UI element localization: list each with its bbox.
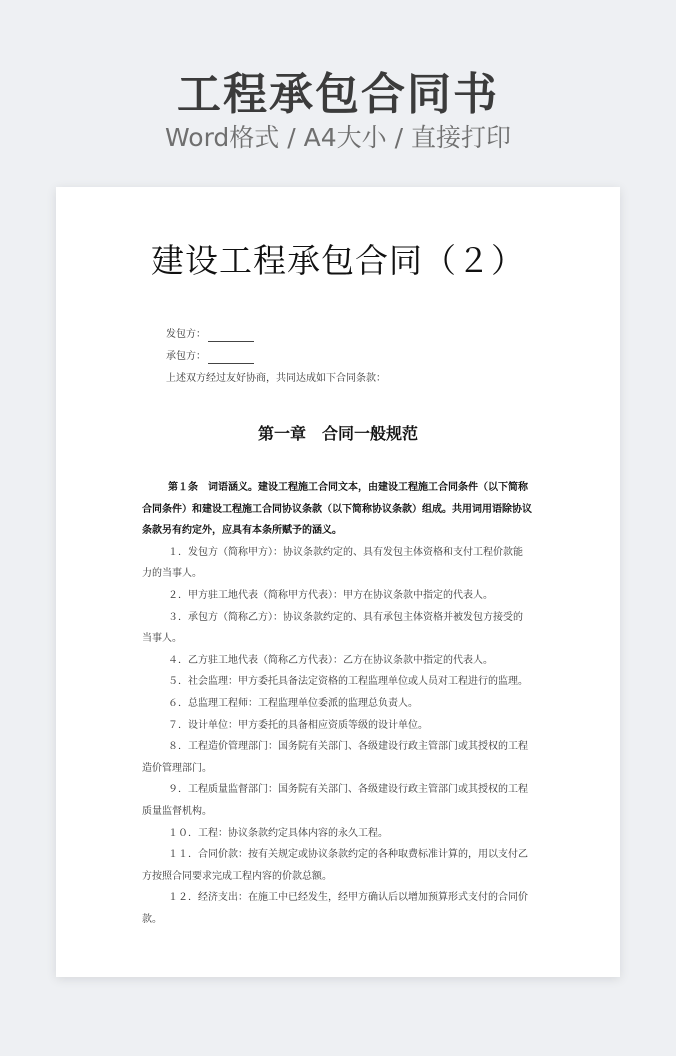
clause-item: １０．工程：协议条款约定具体内容的永久工程。 [168, 827, 388, 839]
party-a-blank [208, 331, 254, 342]
clause-item: １１．合同价款：按有关规定或协议条款约定的各种取费标准计算的，用以支付乙方按照合同要求完成工程内容的价款总额。 [142, 849, 528, 882]
clause-item: ６．总监理工程师：工程监理单位委派的监理总负责人。 [168, 697, 418, 709]
page-header-subtitle: Word格式 / A4大小 / 直接打印 [165, 123, 511, 152]
party-b-line [166, 350, 254, 364]
clauses-body [142, 477, 532, 930]
clause-item: ９．工程质量监督部门：国务院有关部门、各级建设行政主管部门或其授权的工程质量监督机构。 [142, 784, 528, 817]
chapter-heading: 第一章 合同一般规范 [257, 424, 418, 443]
clause-item: ５．社会监理：甲方委托具备法定资格的工程监理单位或人员对工程进行的监理。 [168, 676, 528, 688]
clause-item: ４．乙方驻工地代表（简称乙方代表）：乙方在协议条款中指定的代表人。 [168, 654, 493, 666]
clause-item: ３．承包方（简称乙方）：协议条款约定的、具有承包主体资格并被发包方接受的当事人。 [142, 611, 523, 645]
clause-1: 第１条 词语涵义。建设工程施工合同文本，由建设工程施工合同条件（以下简称合同条件）和建设工程施工合同协议条款（以下简称协议条款）组成。共用词用语除协议条款另有约定外，应具有本条所赋予的涵义。 [142, 482, 532, 537]
clause-item: １．发包方（简称甲方）：协议条款约定的、具有发包主体资格和支付工程价款能力的当事人。 [142, 546, 523, 580]
clause-item: ７．设计单位：甲方委托的具备相应资质等级的设计单位。 [168, 719, 428, 731]
document-page [56, 187, 620, 977]
party-a-line [166, 328, 254, 342]
clause-item: ８．工程造价管理部门：国务院有关部门、各级建设行政主管部门或其授权的工程造价管理部门。 [142, 741, 528, 774]
clause-item: １２．经济支出：在施工中已经发生，经甲方确认后以增加预算形式支付的合同价款。 [142, 892, 528, 925]
intro-text: 上述双方经过友好协商，共同达成如下合同条款： [166, 373, 386, 384]
document-title: 建设工程承包合同（２） [151, 241, 525, 280]
clause-item: ２．甲方驻工地代表（简称甲方代表）：甲方在协议条款中指定的代表人。 [168, 589, 493, 601]
party-b-label: 承包方： [166, 351, 206, 362]
party-a-label: 发包方： [166, 329, 206, 340]
page-header-title: 工程承包合同书 [177, 69, 499, 120]
party-b-blank [208, 353, 254, 364]
